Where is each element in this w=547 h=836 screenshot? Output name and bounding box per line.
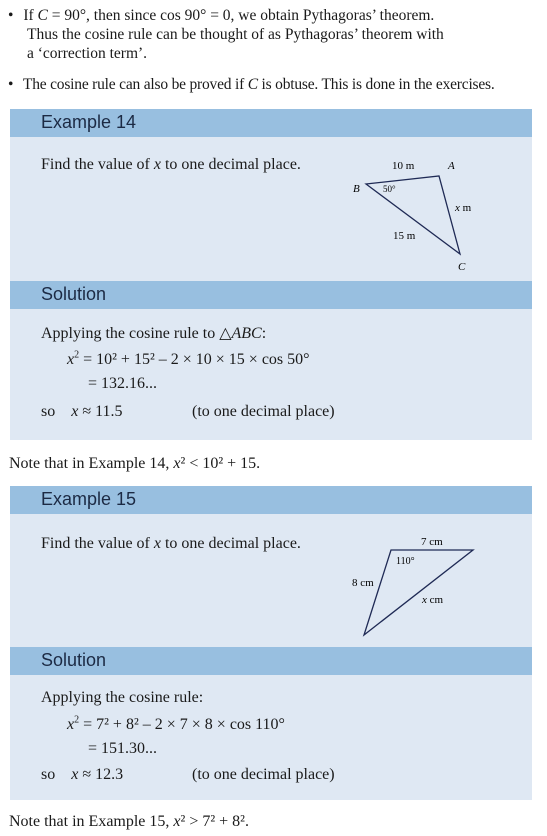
- example-14-precision-note: (to one decimal place): [192, 403, 335, 420]
- example-15-solution-line-1: Applying the cosine rule:: [41, 689, 204, 706]
- line-4-var-x: x: [71, 766, 79, 783]
- example-15-triangle-diagram: [345, 532, 485, 644]
- bullet-1-text-a: If: [23, 7, 38, 24]
- note-example-14: [9, 455, 260, 473]
- note-example-15: [9, 813, 249, 831]
- line-4-value: ≈ 12.3: [78, 766, 124, 783]
- bullet-symbol: •: [8, 7, 14, 24]
- note-15-text-a: Note that in Example 15,: [9, 813, 174, 830]
- question-var-x: x: [153, 156, 161, 173]
- example-15-precision-note: (to one decimal place): [192, 766, 335, 783]
- line-4-var-x: x: [71, 403, 79, 420]
- so-text: so: [41, 403, 56, 420]
- label-a: A: [448, 160, 455, 172]
- bullet-2-var-c: C: [247, 76, 258, 93]
- label-7cm: 7 cm: [421, 536, 443, 548]
- squared-sup: 2: [74, 349, 80, 361]
- bullet-2-text-b: is obtuse. This is done in the exercises.: [257, 76, 495, 93]
- label-angle-50: 50°: [383, 184, 396, 194]
- bullet-1-line-3: a ‘correction term’.: [27, 45, 148, 62]
- bullet-1: [8, 6, 434, 25]
- bullet-2: [8, 75, 495, 94]
- example-15-solution-line-2: [67, 716, 285, 734]
- example-14-solution-header: [10, 281, 532, 309]
- triangle-name: ABC: [231, 325, 262, 342]
- line-4-value: ≈ 11.5: [78, 403, 123, 420]
- label-15m: 15 m: [393, 230, 416, 242]
- line-1-colon: :: [261, 325, 267, 342]
- line-2-var-x: x: [67, 716, 75, 733]
- bullet-2-text-a: The cosine rule can also be proved if: [22, 76, 248, 93]
- example-15-question: [41, 535, 301, 553]
- question-text-b: to one decimal place.: [160, 535, 301, 552]
- label-c: C: [458, 261, 466, 273]
- label-xcm-cm: cm: [426, 594, 444, 606]
- bullet-1-text-b: = 90°, then since cos 90° = 0, we obtain Pythagoras’ theorem.: [47, 7, 435, 24]
- example-15-solution-line-3: = 151.30...: [88, 740, 158, 757]
- bullet-symbol: •: [8, 76, 14, 93]
- triangle-symbol: △: [219, 325, 232, 342]
- bullet-1-var-c: C: [37, 7, 48, 24]
- label-10m: 10 m: [392, 160, 415, 172]
- example-14-solution-title: Solution: [41, 284, 107, 304]
- line-1-text: Applying the cosine rule to: [41, 325, 220, 342]
- label-xm-x: x: [455, 202, 460, 214]
- label-angle-110: 110°: [396, 556, 415, 567]
- example-14-triangle-diagram: [340, 152, 490, 277]
- so-text: so: [41, 766, 56, 783]
- example-14-solution-line-2: [67, 351, 310, 369]
- question-text-b: to one decimal place.: [160, 156, 301, 173]
- note-15-text-b: ² > 7² + 8².: [180, 813, 249, 830]
- triangle: [364, 550, 473, 635]
- example-15-solution-line-4: [41, 766, 123, 784]
- bullet-1-line-2: Thus the cosine rule can be thought of as Pythagoras’ theorem with: [27, 26, 444, 43]
- line-2-var-x: x: [67, 351, 75, 368]
- line-2-expression: = 10² + 15² – 2 × 10 × 15 × cos 50°: [79, 351, 310, 368]
- note-15-var-x: x: [173, 813, 181, 830]
- label-b: B: [353, 183, 360, 195]
- label-xm-m: m: [459, 202, 472, 214]
- label-xm: [454, 202, 472, 214]
- note-14-text-a: Note that in Example 14,: [9, 455, 174, 472]
- label-xcm: [421, 594, 444, 606]
- example-15-title: Example 15: [41, 489, 137, 509]
- example-15-solution-title: Solution: [41, 650, 107, 670]
- question-text-a: Find the value of: [41, 156, 154, 173]
- example-15-solution-header: [10, 647, 532, 675]
- question-text-a: Find the value of: [41, 535, 154, 552]
- triangle-abc: [366, 176, 460, 254]
- line-2-expression: = 7² + 8² – 2 × 7 × 8 × cos 110°: [79, 716, 285, 733]
- note-14-var-x: x: [173, 455, 181, 472]
- label-8cm: 8 cm: [352, 577, 374, 589]
- example-14-solution-line-3: = 132.16...: [88, 375, 158, 392]
- squared-sup: 2: [74, 714, 80, 726]
- example-15-header: [10, 486, 532, 514]
- example-14-title: Example 14: [41, 112, 137, 132]
- example-14-question: [41, 156, 301, 174]
- example-14-solution-line-1: [41, 323, 266, 343]
- example-14-header: [10, 109, 532, 137]
- note-14-text-b: ² < 10² + 15.: [180, 455, 261, 472]
- label-xcm-x: x: [422, 594, 427, 606]
- example-14-solution-line-4: [41, 403, 123, 421]
- question-var-x: x: [153, 535, 161, 552]
